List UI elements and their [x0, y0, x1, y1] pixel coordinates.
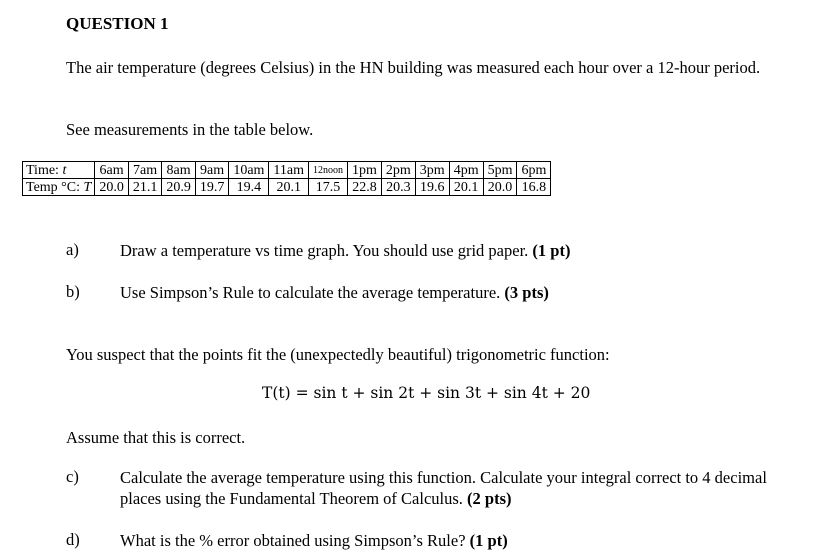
temp-cell: 17.5	[309, 179, 348, 196]
part-a-points: (1 pt)	[532, 241, 571, 260]
temp-label-var: T	[83, 179, 92, 195]
time-cell: 2pm	[381, 162, 415, 179]
temp-cell: 20.0	[95, 179, 129, 196]
temp-cell: 19.7	[195, 179, 229, 196]
temp-cell: 19.4	[229, 179, 269, 196]
time-cell: 1pm	[348, 162, 382, 179]
temp-row	[23, 179, 551, 196]
part-c-letter: c)	[66, 467, 79, 486]
measurements-table	[22, 161, 551, 196]
part-d-points: (1 pt)	[469, 531, 508, 550]
assume-text: Assume that this is correct.	[66, 428, 246, 447]
time-cell: 9am	[195, 162, 229, 179]
temp-cell: 20.0	[483, 179, 517, 196]
time-cell: 4pm	[449, 162, 483, 179]
time-cell: 11am	[269, 162, 309, 179]
temp-cell: 19.6	[415, 179, 449, 196]
part-a-text	[120, 240, 570, 261]
part-c-points: (2 pts)	[467, 489, 512, 508]
time-label	[23, 162, 95, 179]
time-cell: 12noon	[309, 162, 348, 179]
time-cell: 6pm	[517, 162, 551, 179]
temp-label	[23, 179, 95, 196]
part-b-letter: b)	[66, 282, 80, 301]
temp-cell: 20.1	[269, 179, 309, 196]
time-cell: 6am	[95, 162, 129, 179]
suspect-text: You suspect that the points fit the (unexpectedly beautiful) trigonometric function:	[66, 345, 610, 364]
time-label-text: Time:	[26, 162, 63, 178]
part-d-question: What is the % error obtained using Simpson’s Rule?	[120, 531, 466, 550]
temp-label-text: Temp °C:	[26, 179, 84, 195]
part-c-text	[120, 467, 780, 509]
temp-cell: 21.1	[128, 179, 162, 196]
part-b-question: Use Simpson’s Rule to calculate the average temperature.	[120, 283, 501, 302]
part-c-question: Calculate the average temperature using this function. Calculate your integral correct to 4 decimal places using the Fundamental Theorem of Calculus.	[120, 468, 767, 508]
temp-cell: 20.1	[449, 179, 483, 196]
question-heading: QUESTION 1	[66, 14, 169, 33]
time-cell: 5pm	[483, 162, 517, 179]
temp-cell: 20.3	[381, 179, 415, 196]
time-cell: 3pm	[415, 162, 449, 179]
see-table-text: See measurements in the table below.	[66, 120, 314, 139]
time-label-var: t	[62, 162, 67, 178]
part-d-text	[120, 530, 508, 551]
part-a-letter: a)	[66, 240, 79, 259]
intro-paragraph: The air temperature (degrees Celsius) in the HN building was measured each hour over a 12-hour period.	[66, 58, 761, 77]
time-cell: 10am	[229, 162, 269, 179]
time-cell: 8am	[162, 162, 196, 179]
trig-equation: T(t) = sin t + sin 2t + sin 3t + sin 4t + 20	[262, 384, 591, 402]
part-d-letter: d)	[66, 530, 80, 549]
temp-cell: 16.8	[517, 179, 551, 196]
part-b-points: (3 pts)	[504, 283, 549, 302]
part-b-text	[120, 282, 549, 303]
time-row	[23, 162, 551, 179]
temp-cell: 22.8	[348, 179, 382, 196]
temp-cell: 20.9	[162, 179, 196, 196]
time-cell: 7am	[128, 162, 162, 179]
part-a-question: Draw a temperature vs time graph. You should use grid paper.	[120, 241, 529, 260]
